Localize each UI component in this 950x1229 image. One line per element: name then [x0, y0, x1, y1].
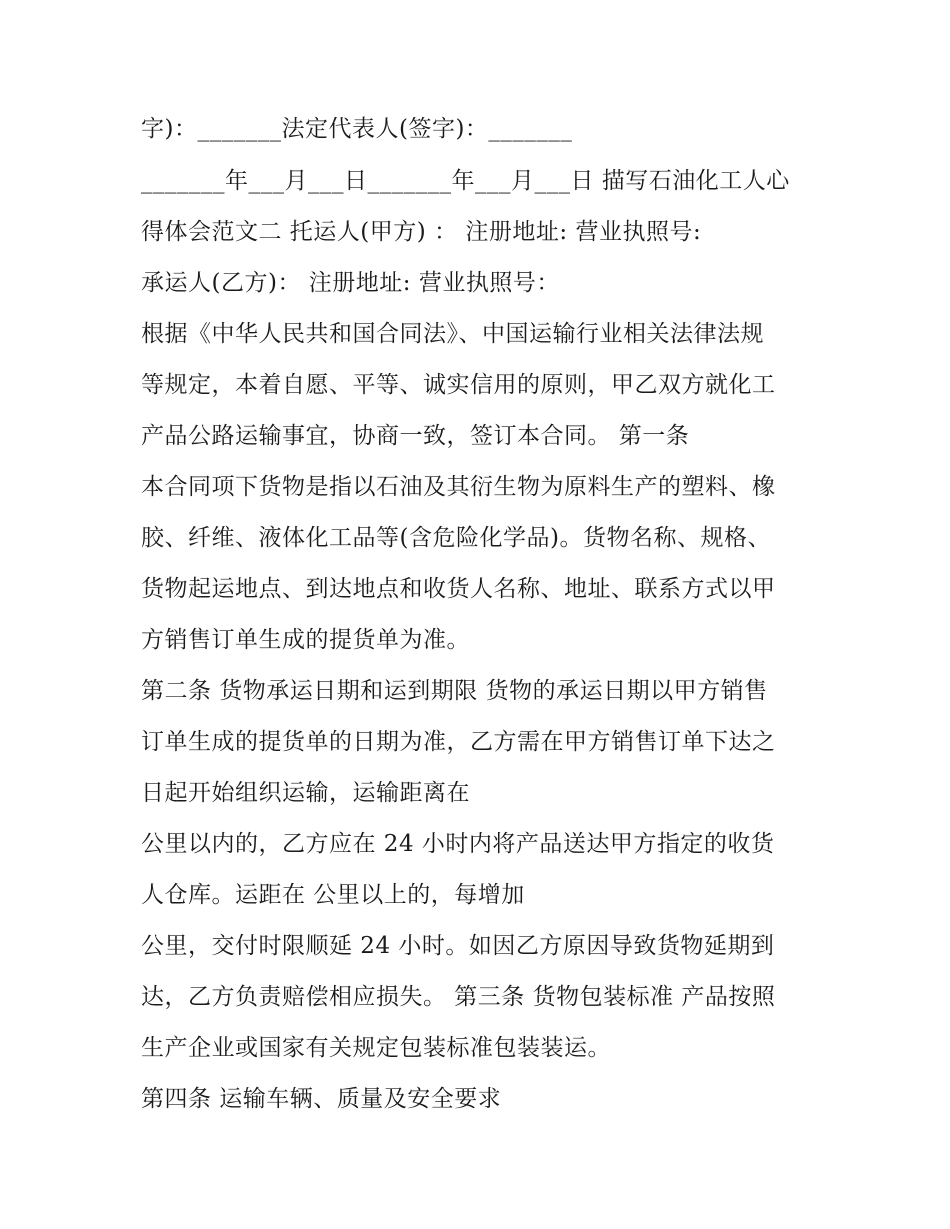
text-line: 承运人(乙方)： 注册地址: 营业执照号： [141, 270, 560, 296]
text-line: 货物起运地点、到达地点和收货人名称、地址、联系方式以甲 [141, 576, 776, 602]
text-line: 日起开始组织运输，运输距离在 [141, 780, 470, 806]
text-line: _______年___月___日_______年___月___日 描写石油化工人心 [141, 168, 790, 194]
text-line: 产品公路运输事宜，协商一致，签订本合同。 第一条 [141, 423, 690, 449]
text-line: 根据《中华人民共和国合同法》、中国运输行业相关法律法规 [141, 321, 764, 347]
text-line: 得体会范文二 托运人(甲方) ： 注册地址: 营业执照号: [141, 219, 702, 245]
text-line: 第四条 运输车辆、质量及安全要求 [141, 1086, 502, 1112]
text-line: 公里以内的，乙方应在 24 小时内将产品送达甲方指定的收货 [141, 831, 775, 857]
text-line: 本合同项下货物是指以石油及其衍生物为原料生产的塑料、橡 [141, 474, 776, 500]
text-line: 字)：_______法定代表人(签字)：_______ [141, 116, 573, 142]
text-line: 方销售订单生成的提货单为准。 [141, 627, 470, 653]
text-line: 第二条 货物承运日期和运到期限 货物的承运日期以甲方销售 [141, 678, 768, 704]
text-line: 公里，交付时限顺延 24 小时。如因乙方原因导致货物延期到 [141, 933, 775, 959]
text-line: 等规定，本着自愿、平等、诚实信用的原则，甲乙双方就化工 [141, 372, 776, 398]
text-line: 胶、纤维、液体化工品等(含危险化学品)。货物名称、规格、 [141, 525, 771, 551]
text-line: 订单生成的提货单的日期为准，乙方需在甲方销售订单下达之 [141, 729, 776, 755]
text-line: 达，乙方负责赔偿相应损失。 第三条 货物包装标准 产品按照 [141, 984, 776, 1010]
text-line: 人仓库。运距在 公里以上的，每增加 [141, 882, 525, 908]
text-line: 生产企业或国家有关规定包装标准包装装运。 [141, 1035, 611, 1061]
